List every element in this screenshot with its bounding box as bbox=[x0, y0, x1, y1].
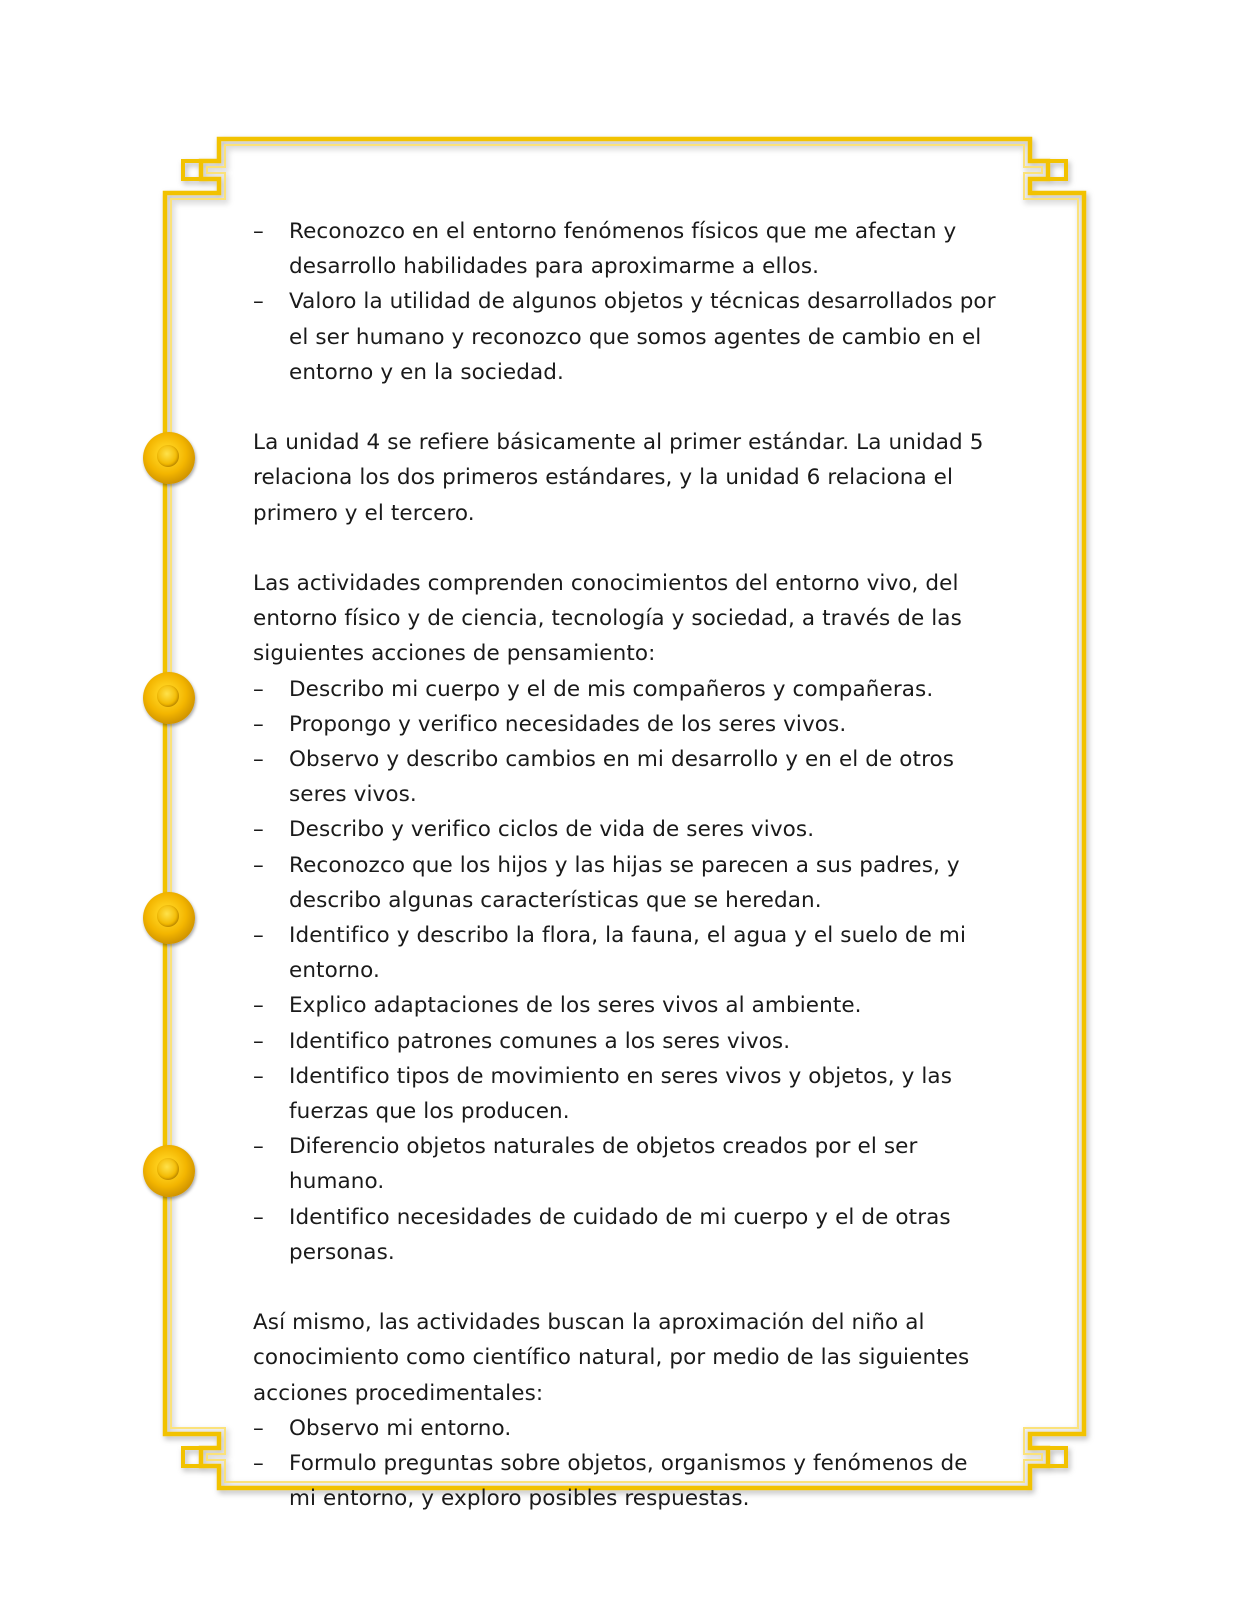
dash-bullet: – bbox=[253, 676, 264, 702]
dash-bullet: – bbox=[253, 993, 264, 1019]
dash-bullet: – bbox=[253, 1134, 264, 1160]
standards-list bbox=[253, 214, 998, 390]
list-item: – Describo mi cuerpo y el de mis compañeros y compañeras. bbox=[253, 672, 998, 707]
list-item: – Identifico patrones comunes a los seres vivos. bbox=[253, 1024, 998, 1059]
list-item: – Reconozco en el entorno fenómenos físicos que me afectan y desarrollo habilidades para aproximarme a ellos. bbox=[253, 214, 998, 284]
dash-bullet: – bbox=[253, 852, 264, 878]
dash-bullet: – bbox=[253, 1451, 264, 1477]
units-paragraph: La unidad 4 se refiere básicamente al primer estándar. La unidad 5 relaciona los dos primeros estándares, y la unidad 6 relaciona el primero y el tercero. bbox=[253, 430, 984, 526]
list-item: – Describo y verifico ciclos de vida de seres vivos. bbox=[253, 812, 998, 847]
list-item: – Diferencio objetos naturales de objetos creados por el ser humano. bbox=[253, 1129, 998, 1199]
binder-ring bbox=[143, 1145, 195, 1197]
dash-bullet: – bbox=[253, 711, 264, 737]
binder-ring bbox=[143, 432, 195, 484]
list-item: – Identifico necesidades de cuidado de mi cuerpo y el de otras personas. bbox=[253, 1200, 998, 1270]
dash-bullet: – bbox=[253, 1415, 264, 1441]
dash-bullet: – bbox=[253, 1028, 264, 1054]
dash-bullet: – bbox=[253, 817, 264, 843]
dash-bullet: – bbox=[253, 219, 264, 244]
list-item: – Propongo y verifico necesidades de los seres vivos. bbox=[253, 707, 998, 742]
list-item: – Identifico y describo la flora, la fauna, el agua y el suelo de mi entorno. bbox=[253, 918, 998, 988]
procedural-actions-list bbox=[253, 1411, 998, 1517]
binder-ring bbox=[143, 672, 195, 724]
dash-bullet: – bbox=[253, 289, 264, 315]
page-content bbox=[253, 214, 998, 1516]
dash-bullet: – bbox=[253, 747, 264, 773]
list-item: – Explico adaptaciones de los seres vivos al ambiente. bbox=[253, 988, 998, 1023]
list-item: – Valoro la utilidad de algunos objetos y técnicas desarrollados por el ser humano y reconozco que somos agentes de cambio en el entorno y en la sociedad. bbox=[253, 284, 998, 390]
activities-paragraph: Las actividades comprenden conocimientos del entorno vivo, del entorno físico y de ciencia, tecnología y sociedad, a través de las siguientes acciones de pensamiento: bbox=[253, 571, 962, 667]
list-item: – Observo y describo cambios en mi desarrollo y en el de otros seres vivos. bbox=[253, 742, 998, 812]
dash-bullet: – bbox=[253, 1204, 264, 1230]
procedural-paragraph: Así mismo, las actividades buscan la aproximación del niño al conocimiento como científico natural, por medio de las siguientes acciones procedimentales: bbox=[253, 1310, 970, 1406]
dash-bullet: – bbox=[253, 1063, 264, 1089]
thinking-actions-list bbox=[253, 672, 998, 1270]
list-item: – Formulo preguntas sobre objetos, organismos y fenómenos de mi entorno, y exploro posibles respuestas. bbox=[253, 1446, 998, 1516]
list-item: – Reconozco que los hijos y las hijas se parecen a sus padres, y describo algunas características que se heredan. bbox=[253, 848, 998, 918]
list-item: – Identifico tipos de movimiento en seres vivos y objetos, y las fuerzas que los producen. bbox=[253, 1059, 998, 1129]
dash-bullet: – bbox=[253, 923, 264, 949]
binder-ring bbox=[143, 892, 195, 944]
list-item: – Observo mi entorno. bbox=[253, 1411, 998, 1446]
